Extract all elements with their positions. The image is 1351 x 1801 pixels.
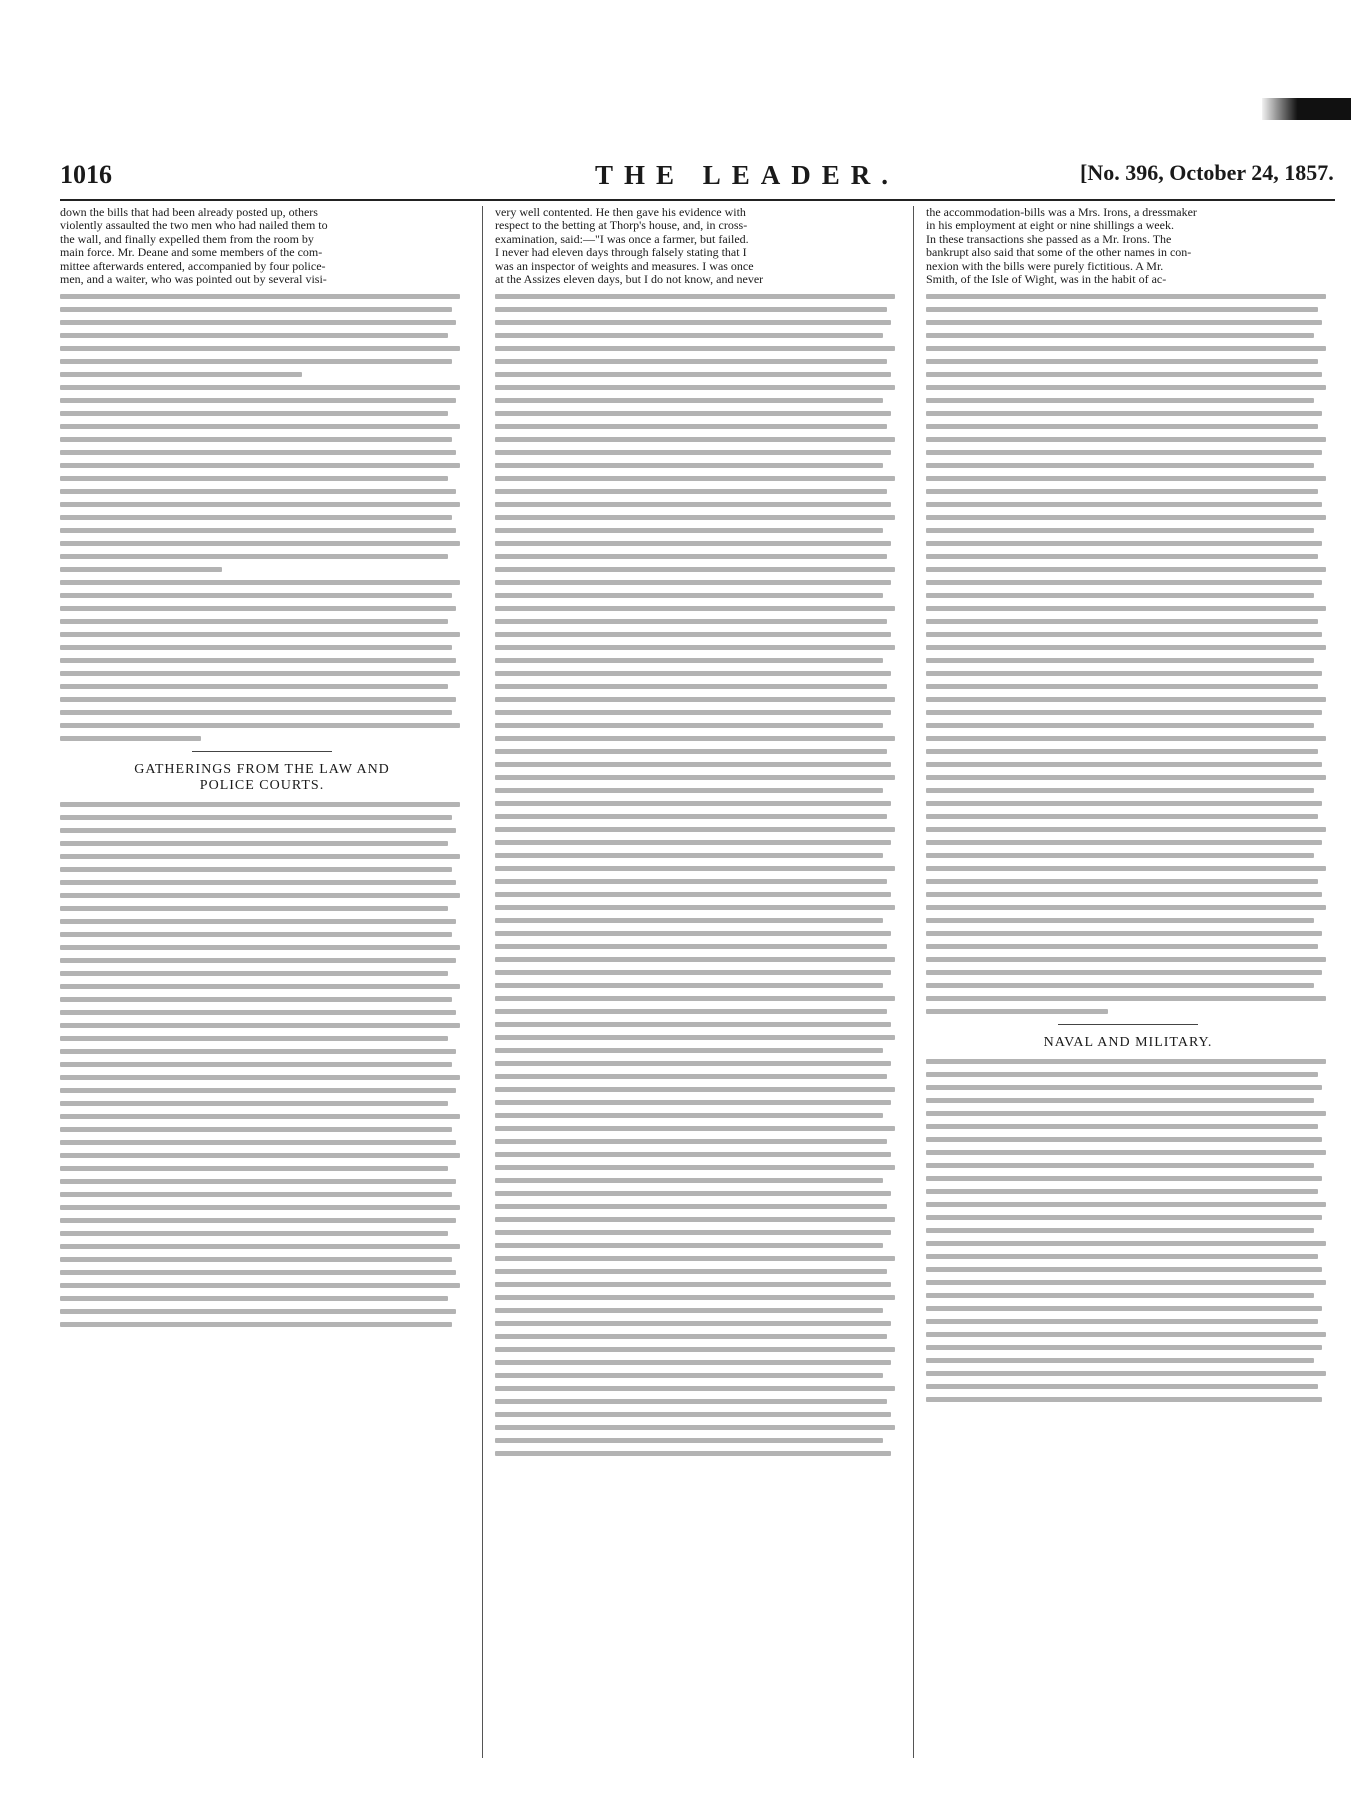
text-placeholder — [60, 528, 456, 533]
text-placeholder — [926, 1358, 1314, 1363]
text-placeholder — [926, 606, 1326, 611]
text-placeholder — [495, 606, 895, 611]
text-placeholder — [926, 398, 1314, 403]
text-placeholder — [60, 1322, 452, 1327]
text-placeholder — [60, 1244, 460, 1249]
text-placeholder — [60, 1309, 456, 1314]
text-placeholder — [495, 788, 883, 793]
text-placeholder — [60, 294, 460, 299]
text-placeholder — [60, 1114, 460, 1119]
text-placeholder — [495, 1113, 883, 1118]
section-rule — [1058, 1024, 1198, 1025]
section-heading: NAVAL AND MILITARY. — [1043, 1035, 1213, 1051]
text-placeholder — [926, 346, 1326, 351]
text-placeholder — [495, 463, 883, 468]
text-placeholder — [495, 671, 891, 676]
text-placeholder — [495, 1204, 887, 1209]
column-2 — [495, 206, 899, 1456]
text-placeholder — [926, 1241, 1326, 1246]
text-placeholder — [60, 971, 448, 976]
text-placeholder — [926, 905, 1326, 910]
text-placeholder — [495, 1438, 883, 1443]
text-placeholder — [60, 1153, 460, 1158]
text-line: respect to the betting at Thorp's house, and, in cross- — [495, 219, 748, 233]
text-placeholder — [60, 645, 452, 650]
text-placeholder — [60, 1062, 452, 1067]
text-placeholder — [495, 1035, 895, 1040]
text-placeholder — [60, 1296, 448, 1301]
text-placeholder — [926, 1384, 1318, 1389]
text-placeholder — [60, 736, 201, 741]
text-placeholder — [60, 919, 456, 924]
text-placeholder — [495, 970, 891, 975]
text-placeholder — [60, 684, 448, 689]
text-placeholder — [495, 697, 895, 702]
section-heading: POLICE COURTS. — [199, 778, 325, 794]
text-placeholder — [495, 294, 895, 299]
text-placeholder — [495, 437, 895, 442]
text-placeholder — [60, 1283, 460, 1288]
text-placeholder — [60, 854, 460, 859]
text-placeholder — [60, 828, 456, 833]
text-placeholder — [495, 1425, 895, 1430]
text-placeholder — [60, 554, 448, 559]
text-placeholder — [926, 970, 1322, 975]
text-placeholder — [495, 684, 887, 689]
text-placeholder — [926, 515, 1326, 520]
text-line: examination, said:—"I was once a farmer, but failed. — [495, 232, 749, 246]
text-placeholder — [495, 1178, 883, 1183]
text-placeholder — [495, 515, 895, 520]
text-placeholder — [926, 931, 1322, 936]
text-placeholder — [926, 684, 1318, 689]
text-placeholder — [926, 320, 1322, 325]
text-placeholder — [495, 853, 883, 858]
text-placeholder — [60, 450, 456, 455]
text-placeholder — [926, 1228, 1314, 1233]
text-placeholder — [495, 372, 891, 377]
text-placeholder — [60, 1257, 452, 1262]
text-placeholder — [495, 710, 891, 715]
text-placeholder — [60, 619, 448, 624]
text-placeholder — [60, 1231, 448, 1236]
text-placeholder — [495, 749, 887, 754]
text-placeholder — [60, 723, 460, 728]
text-placeholder — [495, 814, 887, 819]
text-placeholder — [495, 307, 887, 312]
text-placeholder — [60, 463, 460, 468]
text-placeholder — [926, 476, 1326, 481]
text-placeholder — [495, 359, 887, 364]
text-placeholder — [926, 1345, 1322, 1350]
text-placeholder — [495, 528, 883, 533]
text-placeholder — [60, 893, 460, 898]
text-placeholder — [926, 1150, 1326, 1155]
text-placeholder — [495, 1061, 891, 1066]
text-placeholder — [60, 1140, 456, 1145]
text-placeholder — [495, 346, 895, 351]
text-placeholder — [495, 567, 895, 572]
text-placeholder — [60, 346, 460, 351]
text-placeholder — [926, 697, 1326, 702]
text-placeholder — [60, 424, 460, 429]
page-number: 1016 — [60, 160, 112, 189]
text-line: the accommodation-bills was a Mrs. Irons, a dressmaker — [926, 206, 1197, 219]
text-placeholder — [495, 1074, 887, 1079]
section-rule — [192, 751, 332, 752]
text-placeholder — [926, 411, 1322, 416]
text-placeholder — [60, 984, 460, 989]
section-heading: GATHERINGS FROM THE LAW AND — [134, 762, 390, 778]
text-placeholder — [926, 1254, 1318, 1259]
text-placeholder — [495, 1282, 891, 1287]
text-placeholder — [60, 411, 448, 416]
text-placeholder — [495, 1230, 891, 1235]
text-placeholder — [495, 1360, 891, 1365]
text-placeholder — [60, 841, 448, 846]
text-placeholder — [926, 840, 1322, 845]
text-placeholder — [926, 1189, 1318, 1194]
text-placeholder — [926, 567, 1326, 572]
text-placeholder — [495, 1412, 891, 1417]
text-placeholder — [60, 632, 460, 637]
text-placeholder — [495, 1347, 895, 1352]
text-placeholder — [60, 1127, 452, 1132]
text-placeholder — [60, 945, 460, 950]
text-placeholder — [60, 1023, 460, 1028]
text-placeholder — [926, 554, 1318, 559]
text-placeholder — [926, 1306, 1322, 1311]
text-placeholder — [60, 593, 452, 598]
text-placeholder — [60, 997, 452, 1002]
text-placeholder — [60, 867, 452, 872]
text-placeholder — [495, 1373, 883, 1378]
text-placeholder — [926, 1293, 1314, 1298]
text-placeholder — [60, 476, 448, 481]
text-placeholder — [60, 1192, 452, 1197]
text-line: I never had eleven days through falsely stating that I — [495, 246, 747, 260]
text-placeholder — [60, 658, 456, 663]
text-placeholder — [60, 710, 452, 715]
text-placeholder — [926, 775, 1326, 780]
column-rule — [482, 206, 483, 1758]
text-placeholder — [60, 437, 452, 442]
text-placeholder — [495, 905, 895, 910]
text-line: In these transactions she passed as a Mr. Irons. The — [926, 232, 1172, 246]
text-line: mittee afterwards entered, accompanied by four police- — [60, 259, 326, 273]
text-placeholder — [926, 1072, 1318, 1077]
text-placeholder — [495, 333, 883, 338]
text-placeholder — [926, 762, 1322, 767]
text-placeholder — [926, 1280, 1326, 1285]
text-placeholder — [60, 385, 460, 390]
text-placeholder — [60, 502, 460, 507]
text-placeholder — [495, 736, 895, 741]
text-placeholder — [495, 1191, 891, 1196]
text-placeholder — [926, 788, 1314, 793]
text-placeholder — [926, 385, 1326, 390]
text-placeholder — [926, 736, 1326, 741]
text-placeholder — [495, 957, 895, 962]
text-placeholder — [495, 931, 891, 936]
column-1 — [60, 206, 464, 1327]
text-placeholder — [495, 1243, 883, 1248]
text-placeholder — [60, 697, 456, 702]
text-placeholder — [926, 723, 1314, 728]
header-rule — [60, 199, 1335, 201]
text-placeholder — [60, 1036, 448, 1041]
text-placeholder — [926, 1397, 1322, 1402]
text-placeholder — [495, 1126, 895, 1131]
text-placeholder — [926, 996, 1326, 1001]
masthead — [60, 160, 1335, 194]
text-placeholder — [495, 619, 887, 624]
text-placeholder — [926, 658, 1314, 663]
text-placeholder — [60, 815, 452, 820]
text-placeholder — [495, 385, 895, 390]
text-placeholder — [60, 1205, 460, 1210]
text-placeholder — [495, 1334, 887, 1339]
text-line: down the bills that had been already posted up, others — [60, 206, 318, 219]
text-placeholder — [495, 320, 891, 325]
text-placeholder — [926, 450, 1322, 455]
text-placeholder — [495, 1269, 887, 1274]
text-placeholder — [926, 632, 1322, 637]
text-line: bankrupt also said that some of the other names in con- — [926, 246, 1192, 260]
text-placeholder — [926, 1111, 1326, 1116]
text-line: nexion with the bills were purely fictitious. A Mr. — [926, 259, 1164, 273]
text-placeholder — [926, 333, 1314, 338]
text-placeholder — [926, 1267, 1322, 1272]
text-placeholder — [926, 814, 1318, 819]
text-placeholder — [926, 957, 1326, 962]
text-placeholder — [926, 866, 1326, 871]
text-placeholder — [926, 1009, 1108, 1014]
text-placeholder — [926, 892, 1322, 897]
text-placeholder — [495, 1048, 883, 1053]
text-line: violently assaulted the two men who had nailed them to — [60, 219, 328, 233]
text-placeholder — [495, 632, 891, 637]
text-placeholder — [495, 723, 883, 728]
text-placeholder — [926, 1319, 1318, 1324]
text-placeholder — [926, 307, 1318, 312]
text-placeholder — [60, 1075, 460, 1080]
text-placeholder — [926, 359, 1318, 364]
text-placeholder — [926, 502, 1322, 507]
text-placeholder — [926, 944, 1318, 949]
text-placeholder — [495, 1308, 883, 1313]
text-line: very well contented. He then gave his evidence with — [495, 206, 746, 219]
column-3 — [926, 206, 1330, 1402]
issue-info: [No. 396, October 24, 1857. — [1080, 160, 1334, 185]
text-placeholder — [495, 450, 891, 455]
text-placeholder — [926, 489, 1318, 494]
text-placeholder — [60, 398, 456, 403]
text-placeholder — [60, 489, 456, 494]
text-placeholder — [926, 1137, 1322, 1142]
text-placeholder — [60, 1166, 448, 1171]
text-placeholder — [926, 983, 1314, 988]
text-placeholder — [60, 958, 456, 963]
newspaper-title: THE LEADER. — [595, 160, 900, 190]
text-placeholder — [60, 580, 460, 585]
text-line: the wall, and finally expelled them from the room by — [60, 232, 314, 246]
text-placeholder — [926, 1124, 1318, 1129]
text-placeholder — [60, 320, 456, 325]
text-placeholder — [926, 749, 1318, 754]
text-placeholder — [926, 1098, 1314, 1103]
text-placeholder — [495, 1386, 895, 1391]
text-placeholder — [495, 580, 891, 585]
text-placeholder — [60, 541, 460, 546]
text-placeholder — [495, 554, 887, 559]
text-placeholder — [495, 996, 895, 1001]
text-placeholder — [926, 1371, 1326, 1376]
text-placeholder — [60, 802, 460, 807]
text-placeholder — [495, 1087, 895, 1092]
text-line: main force. Mr. Deane and some members of the com- — [60, 246, 323, 260]
text-placeholder — [495, 840, 891, 845]
text-placeholder — [60, 515, 452, 520]
text-line: was an inspector of weights and measures. I was once — [495, 259, 754, 273]
text-placeholder — [926, 1332, 1326, 1337]
text-placeholder — [495, 1451, 891, 1456]
text-placeholder — [60, 1218, 456, 1223]
text-placeholder — [495, 541, 891, 546]
text-placeholder — [495, 1152, 891, 1157]
text-placeholder — [926, 1163, 1314, 1168]
text-placeholder — [60, 1101, 448, 1106]
text-placeholder — [60, 932, 452, 937]
text-placeholder — [495, 1165, 895, 1170]
text-placeholder — [60, 359, 452, 364]
text-placeholder — [926, 463, 1314, 468]
text-placeholder — [926, 1176, 1322, 1181]
text-placeholder — [926, 541, 1322, 546]
text-placeholder — [495, 1009, 887, 1014]
text-placeholder — [495, 918, 883, 923]
text-placeholder — [926, 1085, 1322, 1090]
text-placeholder — [495, 1256, 895, 1261]
text-placeholder — [926, 437, 1326, 442]
text-placeholder — [60, 606, 456, 611]
text-placeholder — [60, 1088, 456, 1093]
text-placeholder — [926, 294, 1326, 299]
text-placeholder — [495, 593, 883, 598]
text-line: at the Assizes eleven days, but I do not know, and never — [495, 273, 764, 287]
text-placeholder — [495, 398, 883, 403]
text-placeholder — [60, 906, 448, 911]
text-placeholder — [495, 892, 891, 897]
text-placeholder — [926, 918, 1314, 923]
text-placeholder — [495, 489, 887, 494]
text-placeholder — [926, 1215, 1322, 1220]
text-placeholder — [495, 866, 895, 871]
text-line: Smith, of the Isle of Wight, was in the habit of ac- — [926, 273, 1167, 287]
text-placeholder — [60, 372, 302, 377]
text-placeholder — [926, 372, 1322, 377]
text-placeholder — [495, 762, 891, 767]
text-placeholder — [926, 827, 1326, 832]
text-placeholder — [926, 593, 1314, 598]
text-placeholder — [495, 645, 895, 650]
text-placeholder — [495, 1139, 887, 1144]
text-placeholder — [495, 827, 895, 832]
text-placeholder — [926, 580, 1322, 585]
text-placeholder — [495, 879, 887, 884]
text-placeholder — [495, 1295, 895, 1300]
text-placeholder — [926, 671, 1322, 676]
text-placeholder — [926, 879, 1318, 884]
text-placeholder — [495, 801, 891, 806]
text-placeholder — [60, 1179, 456, 1184]
text-placeholder — [60, 567, 222, 572]
text-placeholder — [495, 424, 887, 429]
text-placeholder — [926, 710, 1322, 715]
text-line: men, and a waiter, who was pointed out by several visi- — [60, 273, 327, 287]
column-rule — [913, 206, 914, 1758]
text-placeholder — [926, 801, 1322, 806]
text-placeholder — [926, 528, 1314, 533]
text-placeholder — [495, 476, 895, 481]
corner-print-mark — [1262, 98, 1351, 120]
text-placeholder — [495, 775, 895, 780]
text-placeholder — [926, 424, 1318, 429]
text-placeholder — [60, 307, 452, 312]
text-placeholder — [926, 1059, 1326, 1064]
text-placeholder — [495, 1100, 891, 1105]
text-placeholder — [495, 411, 891, 416]
text-placeholder — [60, 1270, 456, 1275]
text-placeholder — [60, 1010, 456, 1015]
text-placeholder — [495, 944, 887, 949]
text-placeholder — [926, 619, 1318, 624]
text-placeholder — [495, 1217, 895, 1222]
text-placeholder — [60, 333, 448, 338]
text-placeholder — [495, 1321, 891, 1326]
text-placeholder — [926, 1202, 1326, 1207]
text-placeholder — [495, 502, 891, 507]
text-placeholder — [495, 658, 883, 663]
text-line: in his employment at eight or nine shillings a week. — [926, 219, 1174, 233]
text-placeholder — [926, 645, 1326, 650]
text-placeholder — [495, 1022, 891, 1027]
text-placeholder — [60, 671, 460, 676]
text-placeholder — [926, 853, 1314, 858]
text-placeholder — [495, 1399, 887, 1404]
text-placeholder — [60, 1049, 456, 1054]
text-placeholder — [495, 983, 883, 988]
text-placeholder — [60, 880, 456, 885]
